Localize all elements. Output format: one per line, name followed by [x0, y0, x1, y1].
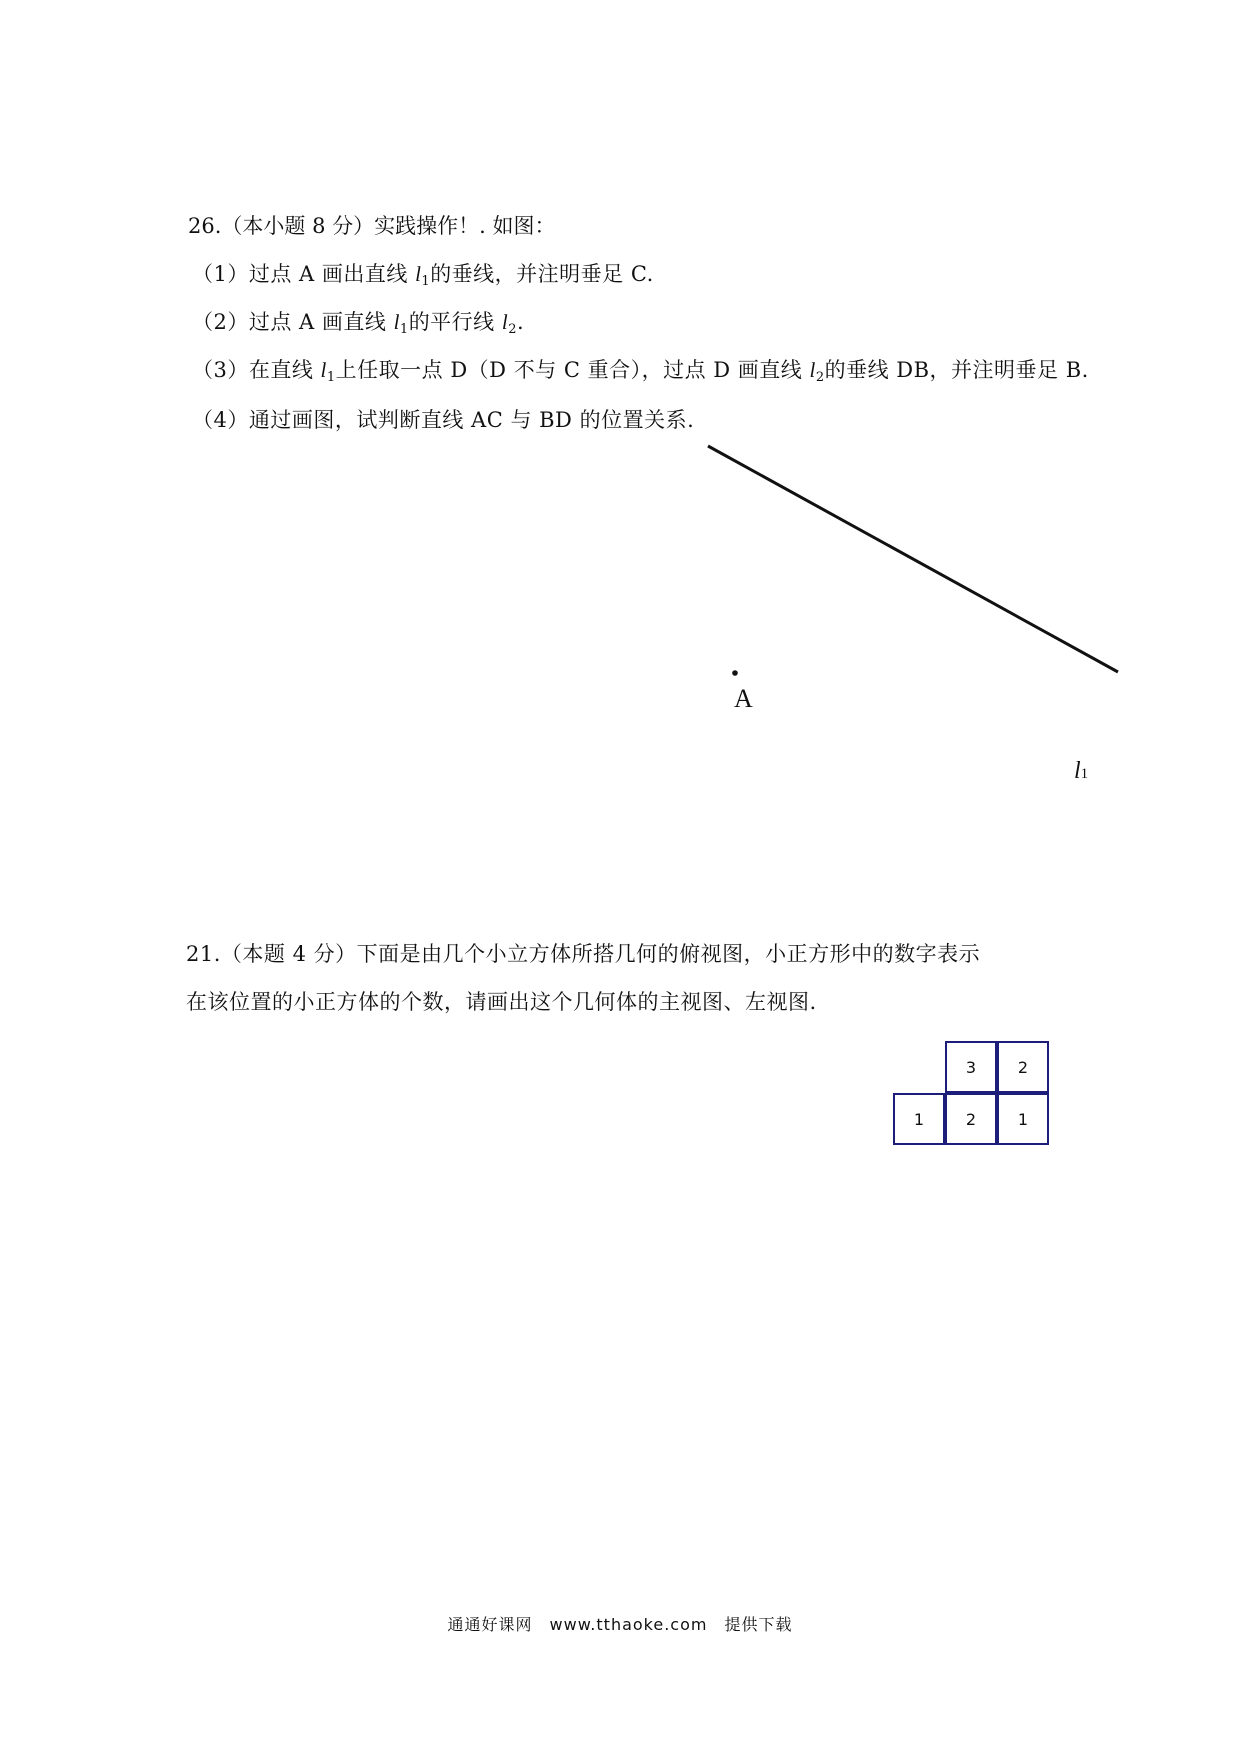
q21-line-2: 在该位置的小正方体的个数，请画出这个几何体的主视图、左视图. [186, 990, 817, 1014]
line-l1-subscript: 1 [326, 370, 336, 385]
line-l1 [708, 446, 1118, 672]
line-l1-subscript: 1 [399, 322, 409, 337]
grid-cell-top-middle: 3 [945, 1041, 997, 1093]
line-l1-label-subscript: 1 [1080, 766, 1089, 782]
line-l1-label [1074, 758, 1088, 785]
q26-item-3-post2: 的垂线 DB，并注明垂足 B. [824, 358, 1089, 382]
line-l2-subscript: 2 [815, 370, 825, 385]
line-l1-label-symbol: l [1074, 758, 1081, 784]
q26-item-2-pre: （2）过点 A 画直线 [192, 310, 394, 334]
point-a-label: A [734, 684, 753, 713]
point-a [732, 670, 738, 676]
footer-download-note: 通通好课网 www.tthaoke.com 提供下载 [447, 1615, 793, 1634]
q26-item-1-post: 的垂线，并注明垂足 C. [430, 262, 654, 286]
q26-item-1-pre: （1）过点 A 画出直线 [192, 262, 416, 286]
grid-cell-bottom-middle: 2 [945, 1093, 997, 1145]
line-l1-symbol: l [320, 358, 327, 382]
line-l2-subscript: 2 [508, 322, 517, 337]
q26-item-4-pre: （4）通过画图，试判断直线 AC 与 BD 的位置关系. [192, 408, 695, 432]
q21-line-1: 21.（本题 4 分）下面是由几个小立方体所搭几何的俯视图，小正方形中的数字表示 [186, 942, 981, 966]
q26-figure [0, 0, 1240, 820]
q26-item-3-post: 上任取一点 D（D 不与 C 重合），过点 D 画直线 [335, 358, 810, 382]
line-l2-symbol: l [501, 310, 509, 334]
line-l2-symbol: l [809, 358, 816, 382]
line-l1-symbol: l [415, 262, 422, 286]
grid-cell-bottom-left: 1 [893, 1093, 945, 1145]
line-l1-symbol: l [393, 310, 400, 334]
q26-item-2-post2: . [517, 310, 525, 334]
line-l1-subscript: 1 [421, 274, 431, 289]
grid-cell-top-right: 2 [997, 1041, 1049, 1093]
grid-cell-bottom-right: 1 [997, 1093, 1049, 1145]
q26-header: 26.（本小题 8 分）实践操作！. 如图： [188, 214, 556, 238]
q26-item-3-pre: （3）在直线 [192, 358, 321, 382]
q26-item-2-post: 的平行线 [408, 310, 502, 334]
